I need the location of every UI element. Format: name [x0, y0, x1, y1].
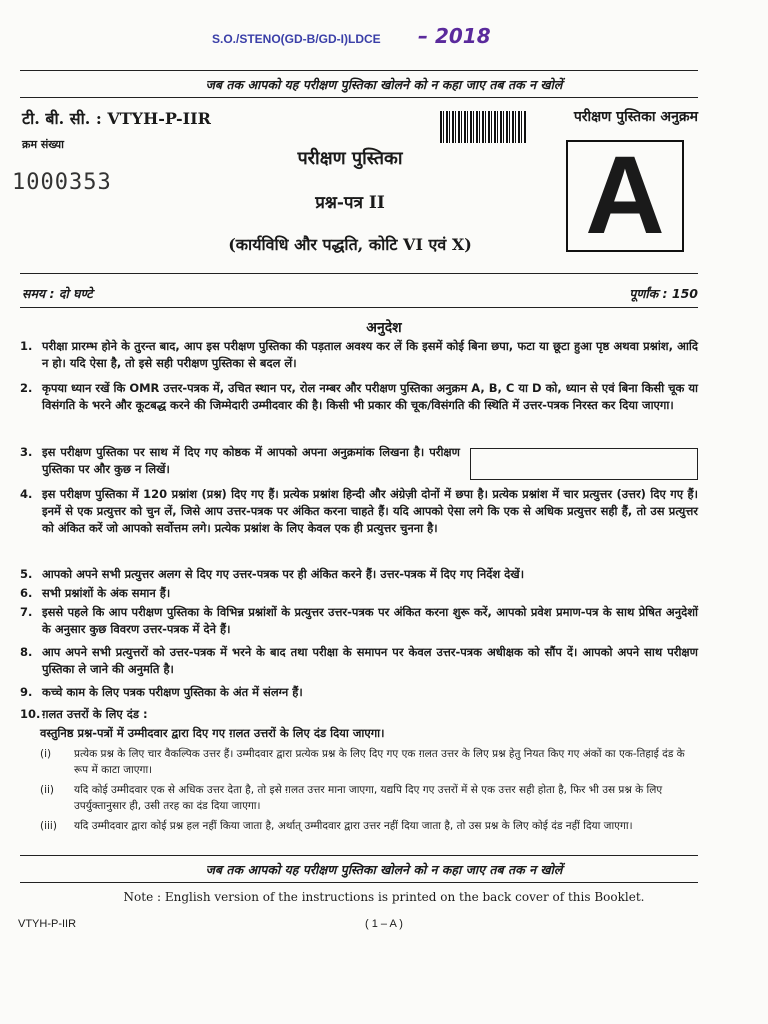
- tbc-code: टी. बी. सी. : VTYH-P-IIR: [22, 109, 211, 128]
- instruction-item: 4. इस परीक्षण पुस्तिका में 120 प्रश्नांश (प्रश्न) दिए गए हैं। प्रत्येक प्रश्नांश हिन्दी और अंग्रेज़ी दोनों में छपा है। प्रत्येक प्रश्नांश में चार प्रत्युत्तर (उत्तर) दिए गए हैं। इनमें से एक प्रत्युत्तर को चुन लें, जिसे आप उत्तर-पत्रक पर अंकित करना चाहते हैं। यदि आपको ऐसा लगे कि एक से अधिक प्रत्युत्तर सही हैं, तो उस प्रत्युत्तर को अंकित करें जो आपको सर्वोत्तम लगे। प्रत्येक प्रश्नांश के लिए केवल एक ही प्रत्युत्तर चुनना है।: [20, 487, 698, 535]
- series-box: [566, 134, 684, 257]
- exam-stamp: S.O./STENO(GD-B/GD-I)LDCE: [212, 32, 381, 46]
- top-warning: जब तक आपको यह परीक्षण पुस्तिका खोलने को न कहा जाए तब तक न खोलें: [205, 77, 563, 92]
- instructions-heading: अनुदेश: [366, 320, 402, 336]
- series-letter: A: [585, 134, 665, 257]
- serial-number: 1000353: [12, 170, 112, 195]
- divider: [20, 70, 698, 71]
- instruction-item: 7. इससे पहले कि आप परीक्षण पुस्तिका के विभिन्न प्रश्नांशों के प्रत्युत्तर उत्तर-पत्रक पर अंकित करना शुरू करें, आपको प्रवेश प्रमाण-पत्र के साथ प्रेषित अनुदेशों के अनुसार कुछ विवरण उत्तर-पत्रक में देने हैं।: [20, 605, 698, 636]
- instruction-item: 3. इस परीक्षण पुस्तिका पर साथ में दिए गए कोष्ठक में आपको अपना अनुक्रमांक लिखना है। परीक्षण पुस्तिका पर और कुछ न लिखें।: [20, 445, 460, 476]
- penalty-item: (iii) यदि उम्मीदवार द्वारा कोई प्रश्न हल नहीं किया जाता है, अर्थात् उम्मीदवार द्वारा उत्तर नहीं दिया जाता है, तो उस प्रश्न के लिए कोई दंड नहीं दिया जाएगा।: [40, 820, 633, 832]
- subject-title: (कार्यविधि और पद्धति, कोटि VI एवं X): [228, 235, 472, 254]
- instruction-item: 1. परीक्षा प्रारम्भ होने के तुरन्त बाद, आप इस परीक्षण पुस्तिका की पड़ताल अवश्य कर लें कि इसमें कोई बिना छपा, फटा या छूटा हुआ पृष्ठ अथवा प्रश्नांश, आदि न हो। यदि ऐसा है, तो इसे सही परीक्षण पुस्तिका से बदल लें।: [20, 339, 698, 370]
- instruction-item: 9. कच्चे काम के लिए पत्रक परीक्षण पुस्तिका के अंत में संलग्न हैं।: [20, 685, 303, 699]
- exam-time: समय : दो घण्टे: [22, 286, 93, 301]
- instruction-item: 2. कृपया ध्यान रखें कि OMR उत्तर-पत्रक में, उचित स्थान पर, रोल नम्बर और परीक्षण पुस्तिका अनुक्रम A, B, C या D को, ध्यान से एवं बिना किसी चूक या विसंगति के भरने और कूटबद्ध करने की जिम्मेदारी उम्मीदवार की है। किसी भी प्रकार की चूक/विसंगति की स्थिति में उत्तर-पत्रक निरस्त कर दिया जाएगा।: [20, 381, 698, 412]
- roll-number-box[interactable]: [470, 448, 698, 480]
- instruction-item: 8. आप अपने सभी प्रत्युत्तरों को उत्तर-पत्रक में भरने के बाद तथा परीक्षा के समापन पर केवल उत्तर-पत्रक अधीक्षक को सौंप दें। आपको अपने साथ परीक्षण पुस्तिका ले जाने की अनुमति है।: [20, 645, 698, 676]
- paper-title: प्रश्न-पत्र II: [315, 193, 385, 213]
- barcode-icon: [440, 111, 526, 143]
- booklet-sequence-label: परीक्षण पुस्तिका अनुक्रम: [573, 109, 698, 125]
- instruction-item: 5. आपको अपने सभी प्रत्युत्तर अलग से दिए गए उत्तर-पत्रक पर ही अंकित करने हैं। उत्तर-पत्रक में दिए गए निर्देश देखें।: [20, 567, 525, 581]
- divider: [20, 273, 698, 274]
- handwritten-year: – 2018: [418, 24, 491, 48]
- instruction-item: 10. ग़लत उत्तरों के लिए दंड :: [20, 707, 148, 721]
- max-marks: पूर्णांक : 150: [629, 286, 698, 301]
- booklet-title: परीक्षण पुस्तिका: [297, 148, 403, 169]
- penalty-lead: वस्तुनिष्ठ प्रश्न-पत्रों में उम्मीदवार द्वारा दिए गए ग़लत उत्तरों के लिए दंड दिया जाएगा।: [40, 726, 385, 740]
- bottom-warning: जब तक आपको यह परीक्षण पुस्तिका खोलने को न कहा जाए तब तक न खोलें: [205, 862, 563, 877]
- divider: [20, 855, 698, 856]
- penalty-item: (ii) यदि कोई उम्मीदवार एक से अधिक उत्तर देता है, तो इसे ग़लत उत्तर माना जाएगा, यद्यपि दिए गए उत्तरों में से एक उत्तर सही होता है, फिर भी उस प्रश्न के लिए उपर्युक्तानुसार ही, उसी तरह का दंड दिया जाएगा।: [40, 784, 663, 812]
- penalty-item: (i) प्रत्येक प्रश्न के लिए चार वैकल्पिक उत्तर हैं। उम्मीदवार द्वारा प्रत्येक प्रश्न के लिए दिए गए एक ग़लत उत्तर के लिए प्रश्न हेतु नियत किए गए अंकों का एक-तिहाई दंड के रूप में काटा जाएगा।: [40, 748, 685, 776]
- footer-code: VTYH-P-IIR: [18, 918, 77, 930]
- instruction-item: 6. सभी प्रश्नांशों के अंक समान हैं।: [20, 586, 171, 600]
- page-number: ( 1 – A ): [365, 918, 403, 930]
- divider: [20, 97, 698, 98]
- divider: [20, 307, 698, 308]
- english-version-note: Note : English version of the instructions is printed on the back cover of this Booklet.: [123, 890, 645, 904]
- divider: [20, 882, 698, 883]
- serial-label: क्रम संख्या: [22, 138, 64, 151]
